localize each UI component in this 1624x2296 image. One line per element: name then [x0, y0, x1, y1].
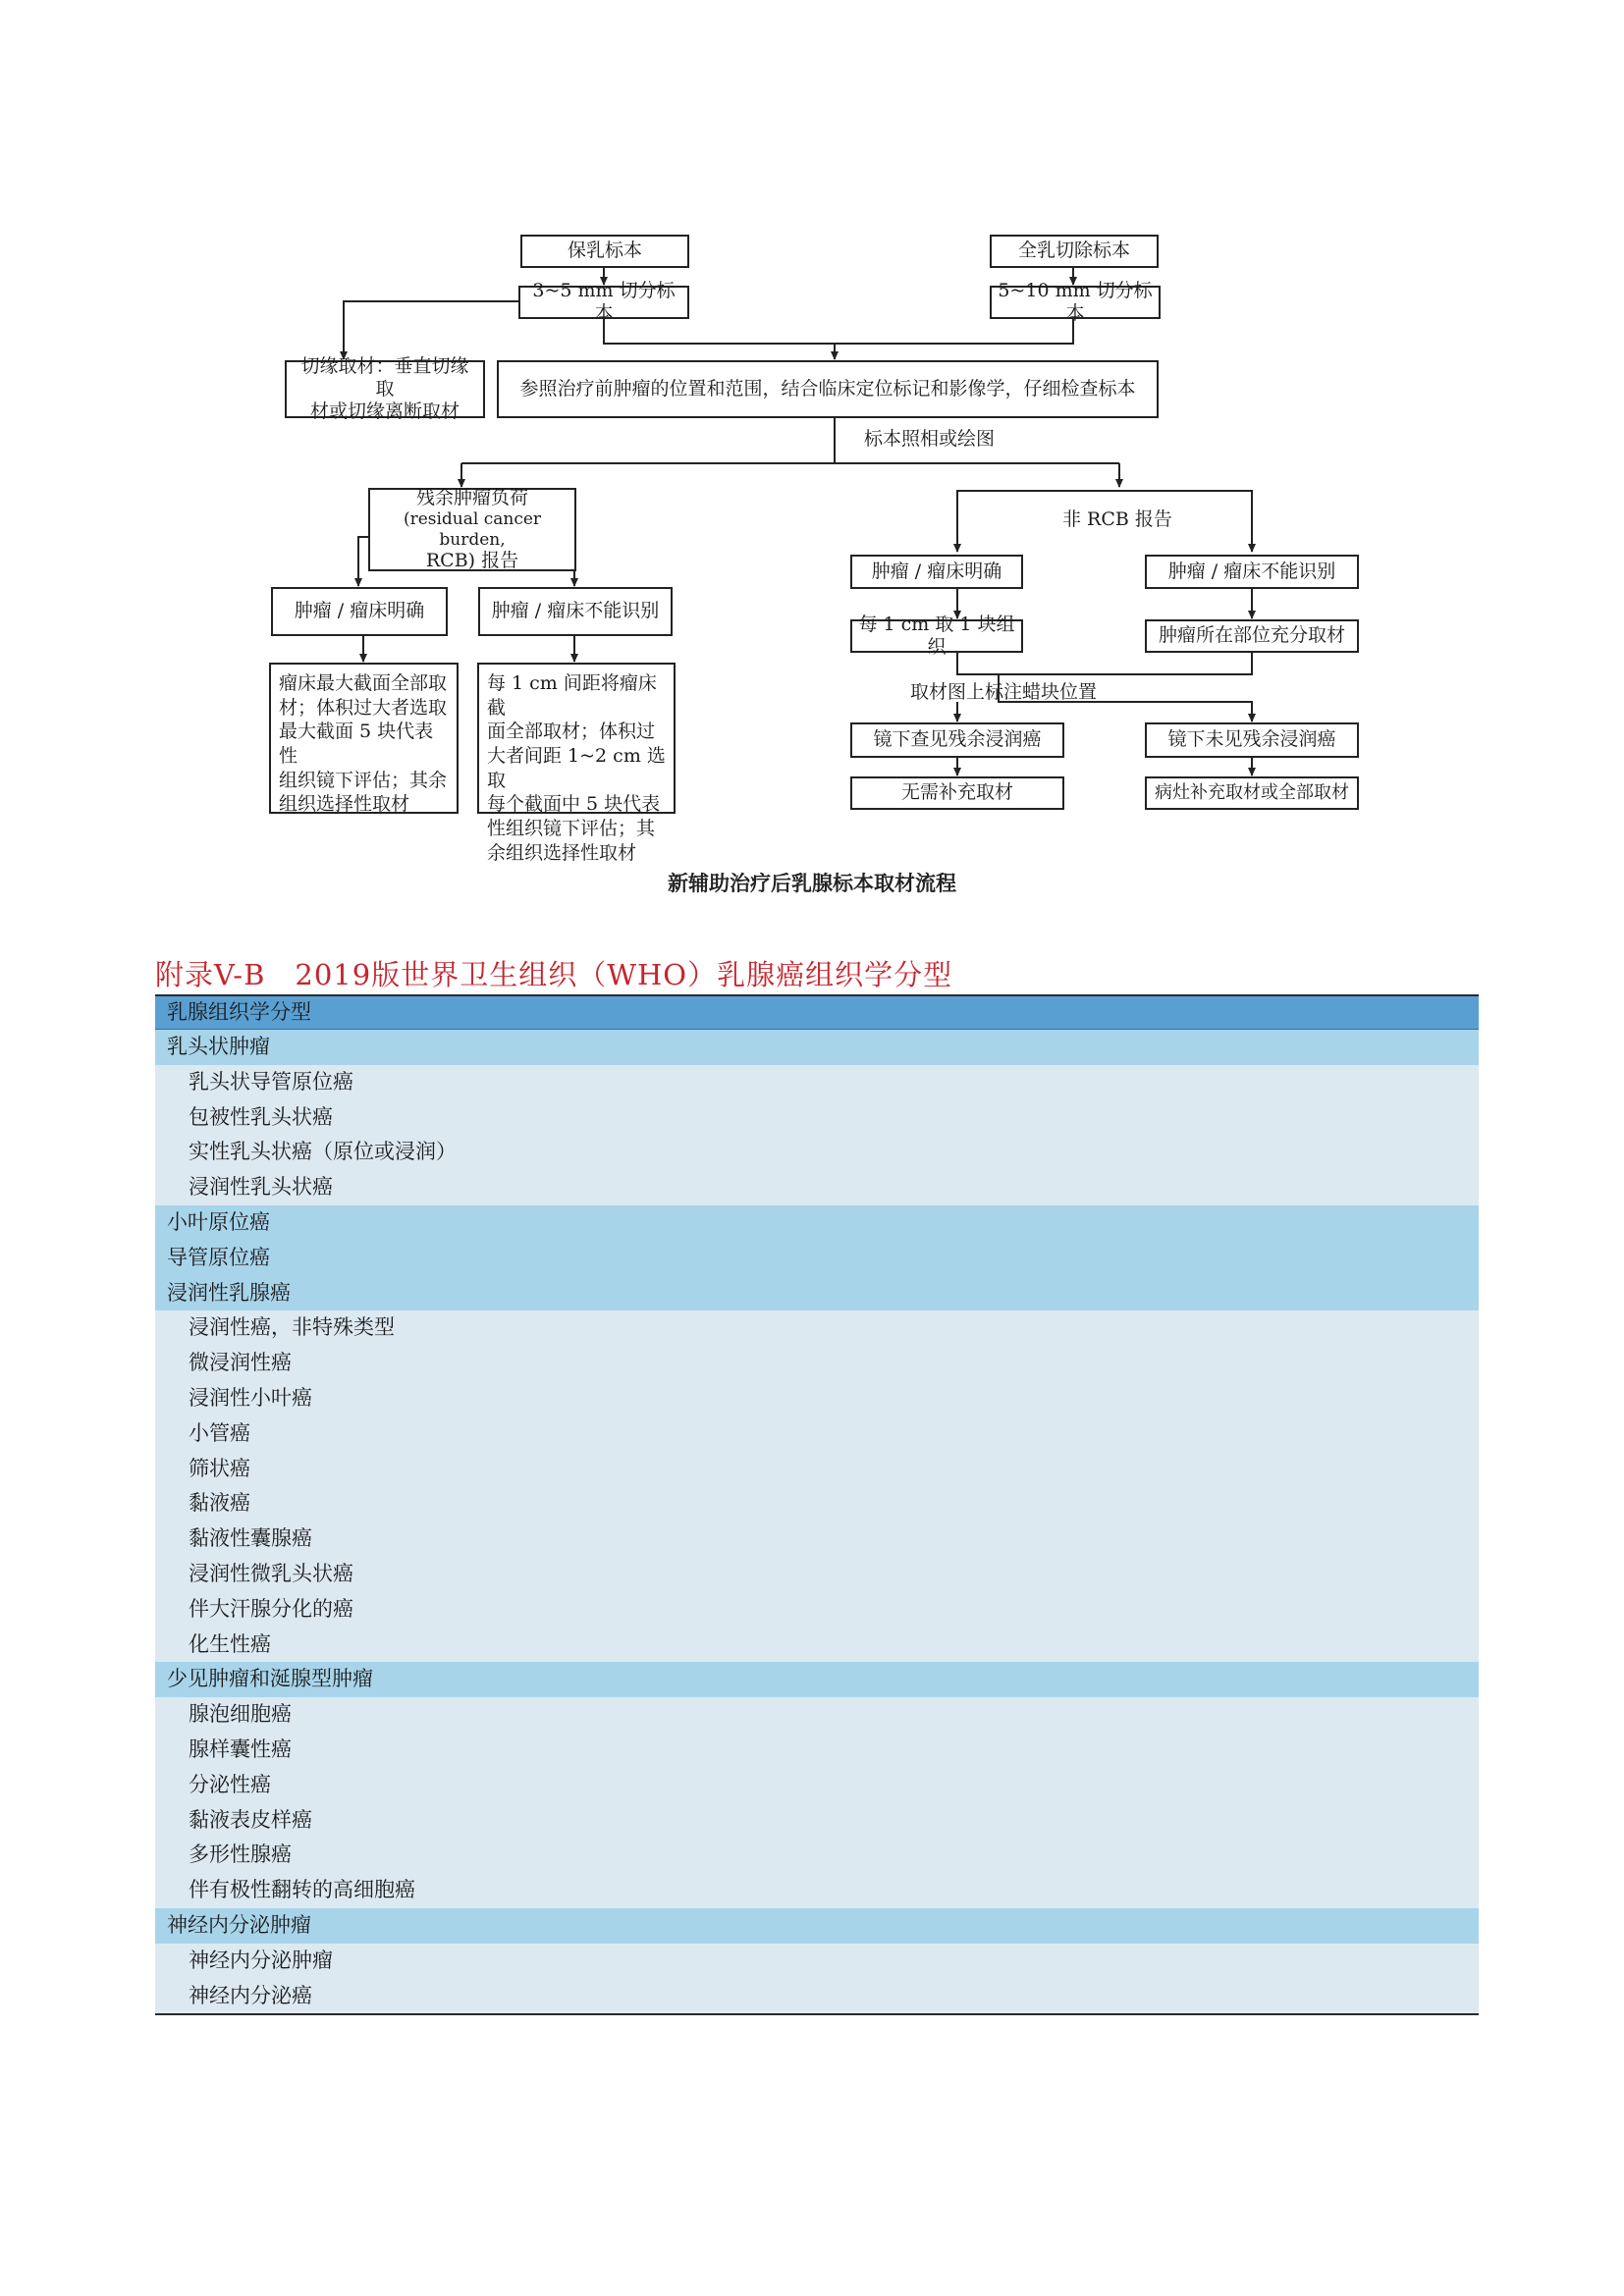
rcb-unclear-detail-box	[477, 663, 676, 864]
rcb-clear-detail-box	[269, 663, 459, 814]
appendix-heading: 附录V-B 2019版世界卫生组织（WHO）乳腺癌组织学分型	[155, 958, 953, 991]
category-row: 少见肿瘤和涎腺型肿瘤	[155, 1662, 1479, 1697]
subtype-row: 微浸润性癌	[155, 1346, 1479, 1381]
rcb-clear-detail-line: 最大截面 5 块代表性	[279, 721, 434, 768]
category-row: 导管原位癌	[155, 1241, 1479, 1276]
slice-3-5mm-box: 3~5 mm 切分标本	[518, 286, 689, 319]
category-row: 乳头状肿瘤	[155, 1030, 1479, 1065]
who-classification-table	[155, 994, 1479, 2015]
category-row: 小叶原位癌	[155, 1205, 1479, 1241]
subtype-row: 黏液癌	[155, 1486, 1479, 1522]
rcb-line-3: RCB) 报告	[425, 550, 519, 572]
subtype-row: 小管癌	[155, 1416, 1479, 1452]
subtype-row: 化生性癌	[155, 1628, 1479, 1663]
subtype-row: 黏液表皮样癌	[155, 1803, 1479, 1839]
mastectomy-specimen-box: 全乳切除标本	[990, 235, 1159, 268]
no-extra-sampling-box: 无需补充取材	[850, 776, 1064, 810]
specimen-sampling-flowchart	[0, 0, 1624, 864]
subtype-row: 黏液性囊腺癌	[155, 1522, 1479, 1557]
refer-pretreatment-box: 参照治疗前肿瘤的位置和范围，结合临床定位标记和影像学，仔细检查标本	[497, 360, 1159, 418]
subtype-row: 乳头状导管原位癌	[155, 1065, 1479, 1100]
rcb-clear-detail-line: 瘤床最大截面全部取	[279, 672, 448, 694]
figure-caption: 新辅助治疗后乳腺标本取材流程	[668, 872, 956, 895]
rcb-unclear-detail-line: 每 1 cm 间距将瘤床截	[487, 672, 657, 719]
rcb-line-1: 残余肿瘤负荷	[415, 486, 528, 508]
subtype-row: 浸润性微乳头状癌	[155, 1557, 1479, 1592]
subtype-row: 多形性腺癌	[155, 1838, 1479, 1873]
rcb-tumor-unclear-box: 肿瘤 / 瘤床不能识别	[478, 587, 673, 636]
subtype-row: 浸润性癌，非特殊类型	[155, 1310, 1479, 1346]
rcb-report-box	[368, 488, 576, 571]
margin-line-1: 切缘取材：垂直切缘取	[300, 354, 469, 400]
conserving-specimen-box: 保乳标本	[520, 235, 689, 268]
rcb-tumor-clear-box: 肿瘤 / 瘤床明确	[271, 587, 448, 636]
rcb-unclear-detail-line: 性组织镜下评估；其	[487, 818, 656, 840]
subtype-row: 分泌性癌	[155, 1768, 1479, 1803]
margin-sampling-box	[285, 354, 485, 423]
subtype-row: 实性乳头状癌（原位或浸润）	[155, 1135, 1479, 1170]
subtype-row: 神经内分泌癌	[155, 1979, 1479, 2014]
subtype-row: 腺泡细胞癌	[155, 1697, 1479, 1733]
rcb-unclear-detail-line: 大者间距 1~2 cm 选取	[487, 745, 666, 791]
extra-sampling-box: 病灶补充取材或全部取材	[1145, 776, 1359, 810]
rcb-unclear-detail-line: 每个截面中 5 块代表	[487, 793, 661, 816]
flowchart-connectors	[0, 0, 1624, 864]
table-header: 乳腺组织学分型	[155, 996, 1479, 1030]
table-body	[155, 1030, 1479, 2013]
subtype-row: 包被性乳头状癌	[155, 1100, 1479, 1136]
per-cm-box: 每 1 cm 取 1 块组织	[850, 619, 1023, 653]
subtype-row: 浸润性小叶癌	[155, 1381, 1479, 1416]
site-sampling-box: 肿瘤所在部位充分取材	[1145, 619, 1359, 653]
subtype-row: 浸润性乳头状癌	[155, 1170, 1479, 1205]
category-row: 神经内分泌肿瘤	[155, 1908, 1479, 1944]
rcb-clear-detail-line: 组织镜下评估；其余	[279, 769, 448, 791]
rcb-line-2: (residual cancer burden,	[403, 508, 542, 550]
non-rcb-label: 非 RCB 报告	[1062, 508, 1172, 530]
subtype-row: 腺样囊性癌	[155, 1733, 1479, 1768]
non-rcb-tumor-clear-box: 肿瘤 / 瘤床明确	[850, 555, 1023, 589]
rcb-unclear-detail-line: 面全部取材；体积过	[487, 721, 656, 743]
slice-5-10mm-box: 5~10 mm 切分标本	[990, 286, 1161, 319]
photo-label: 标本照相或绘图	[864, 428, 996, 450]
residual-seen-box: 镜下查见残余浸润癌	[850, 722, 1064, 758]
residual-not-seen-box: 镜下未见残余浸润癌	[1145, 722, 1359, 758]
non-rcb-tumor-unclear-box: 肿瘤 / 瘤床不能识别	[1145, 555, 1359, 589]
subtype-row: 伴有极性翻转的高细胞癌	[155, 1873, 1479, 1908]
rcb-clear-detail-line: 材；体积过大者选取	[279, 696, 448, 719]
category-row: 浸润性乳腺癌	[155, 1276, 1479, 1311]
rcb-unclear-detail-line: 余组织选择性取材	[487, 841, 637, 864]
margin-line-2: 材或切缘离断取材	[309, 400, 460, 423]
subtype-row: 神经内分泌肿瘤	[155, 1944, 1479, 1979]
subtype-row: 筛状癌	[155, 1452, 1479, 1487]
rcb-clear-detail-line: 组织选择性取材	[279, 793, 410, 816]
subtype-row: 伴大汗腺分化的癌	[155, 1592, 1479, 1628]
block-map-label: 取材图上标注蜡块位置	[910, 681, 1098, 703]
